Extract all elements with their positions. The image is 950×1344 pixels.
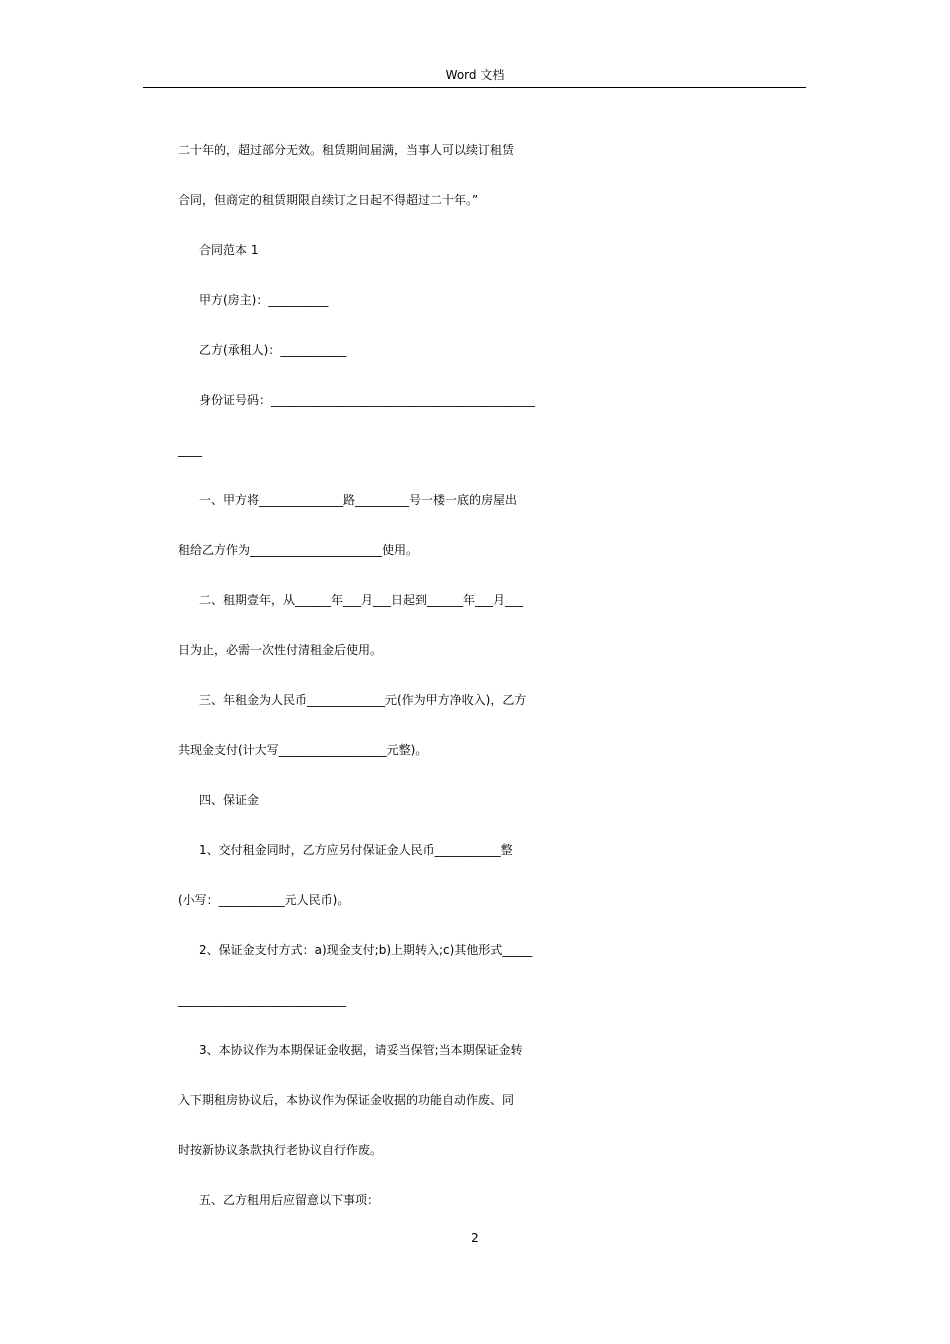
deposit-item-1-line: 1、交付租金同时，乙方应另付保证金人民币___________整 — [199, 843, 513, 857]
deposit-item-2-line: ____________________________ — [178, 993, 346, 1007]
deposit-item-3-line: 时按新协议条款执行老协议自行作废。 — [178, 1143, 383, 1157]
page-number: 2 — [471, 1231, 479, 1245]
party-b-field: 乙方(承租人)：___________ — [199, 343, 347, 357]
deposit-item-2-line: 2、保证金支付方式：a)现金支付;b)上期转入;c)其他形式_____ — [199, 943, 533, 957]
clause-2-line: 二、租期壹年，从______年___月___日起到______年___月___ — [199, 593, 524, 607]
clause-4-title: 四、保证金 — [199, 793, 260, 807]
paragraph-line: 二十年的，超过部分无效。租赁期间届满，当事人可以续订租赁 — [178, 143, 515, 157]
clause-3-line: 三、年租金为人民币_____________元(作为甲方净收入)，乙方 — [199, 693, 527, 707]
id-number-field: 身份证号码：____________________________________________ — [199, 393, 536, 407]
deposit-item-1-line: (小写：___________元人民币)。 — [178, 893, 350, 907]
clause-3-line: 共现金支付(计大写__________________元整)。 — [178, 743, 428, 757]
clause-1-line: 一、甲方将______________路_________号一楼一底的房屋出 — [199, 493, 518, 507]
page-header: Word 文档 — [445, 68, 505, 82]
section-title: 合同范本 1 — [199, 243, 259, 257]
clause-1-line: 租给乙方作为______________________使用。 — [178, 543, 419, 557]
clause-2-line: 日为止，必需一次性付清租金后使用。 — [178, 643, 383, 657]
header-rule — [143, 87, 806, 88]
clause-5-title: 五、乙方租用后应留意以下事项： — [199, 1193, 380, 1207]
party-a-field: 甲方(房主)：__________ — [199, 293, 329, 307]
deposit-item-3-line: 入下期租房协议后，本协议作为保证金收据的功能自动作废、同 — [178, 1093, 515, 1107]
deposit-item-3-line: 3、本协议作为本期保证金收据，请妥当保管;当本期保证金转 — [199, 1043, 523, 1057]
paragraph-line: 合同，但商定的租赁期限自续订之日起不得超过二十年。” — [178, 193, 479, 207]
id-number-field-continued: ____ — [178, 443, 202, 457]
